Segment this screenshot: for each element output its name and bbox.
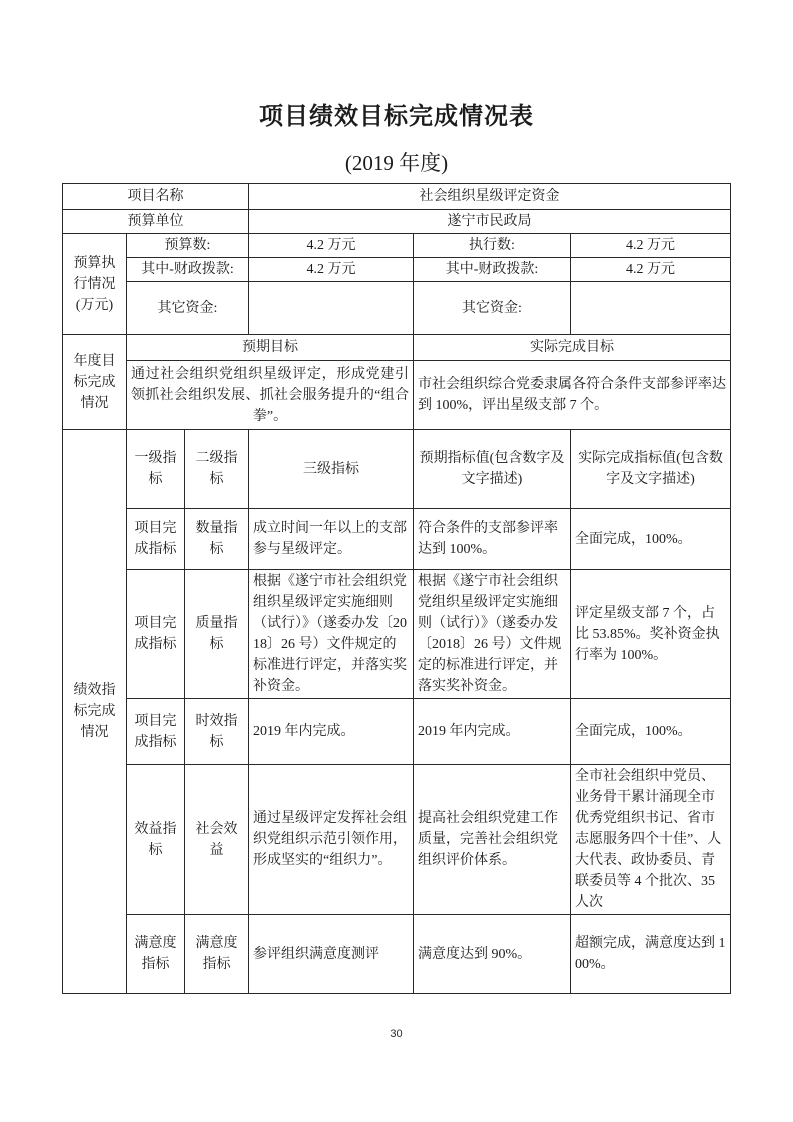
indicator-row-timeliness: [62, 699, 730, 765]
indicator-header-row: [62, 430, 730, 509]
project-name-value: 社会组织星级评定资金: [249, 184, 731, 210]
expected-value-cell: 满意度达到 90%。: [414, 915, 571, 994]
project-name-label: 项目名称: [62, 184, 248, 210]
level2-cell: 质量指标: [184, 570, 248, 699]
level3-cell: 通过星级评定发挥社会组织党组织示范引领作用，形成坚实的“组织力”。: [249, 765, 414, 915]
annual-goal-section-label: 年度目标完成情况: [62, 335, 126, 430]
actual-value-cell: 全市社会组织中党员、业务骨干累计涌现全市优秀党组织书记、省市志愿服务四个十佳”、人大代表、政协委员、青联委员等 4 个批次、35 人次: [571, 765, 731, 915]
indicator-row-benefit: [62, 765, 730, 915]
level1-cell: 效益指标: [126, 765, 184, 915]
level1-cell: 满意度指标: [126, 915, 184, 994]
fiscal-allocation-label-left: 其中-财政拨款:: [126, 258, 248, 282]
performance-table: [62, 183, 731, 994]
executed-amount-label: 执行数:: [414, 234, 571, 258]
budget-amount-label: 预算数:: [126, 234, 248, 258]
budget-unit-label: 预算单位: [62, 210, 248, 234]
level2-cell: 社会效益: [184, 765, 248, 915]
annual-goal-content-row: [62, 361, 730, 430]
header-actual-value: 实际完成指标值(包含数字及文字描述): [571, 430, 731, 509]
level2-cell: 数量指标: [184, 509, 248, 570]
header-expected-value: 预期指标值(包含数字及文字描述): [414, 430, 571, 509]
actual-value-cell: 评定星级支部 7 个，占比 53.85%。奖补资金执行率为 100%。: [571, 570, 731, 699]
other-funds-value-right: [571, 282, 731, 335]
actual-value-cell: 全面完成，100%。: [571, 699, 731, 765]
executed-amount-value: 4.2 万元: [571, 234, 731, 258]
expected-value-cell: 提高社会组织党建工作质量，完善社会组织党组织评价体系。: [414, 765, 571, 915]
header-level3: 三级指标: [249, 430, 414, 509]
document-title: 项目绩效目标完成情况表: [259, 104, 534, 130]
indicator-row-satisfaction: [62, 915, 730, 994]
actual-value-cell: 全面完成，100%。: [571, 509, 731, 570]
level1-cell: 项目完成指标: [126, 570, 184, 699]
budget-amount-value: 4.2 万元: [249, 234, 414, 258]
other-funds-label-left: 其它资金:: [126, 282, 248, 335]
level3-cell: 成立时间一年以上的支部参与星级评定。: [249, 509, 414, 570]
actual-goal-text: 市社会组织综合党委隶属各符合条件支部参评率达到 100%，评出星级支部 7 个。: [414, 361, 731, 430]
fiscal-allocation-value-left: 4.2 万元: [249, 258, 414, 282]
expected-goal-text: 通过社会组织党组织星级评定，形成党建引领抓社会组织发展、抓社会服务提升的“组合拳”。: [126, 361, 413, 430]
budget-row-3: [62, 282, 730, 335]
header-level1: 一级指标: [126, 430, 184, 509]
level1-cell: 项目完成指标: [126, 509, 184, 570]
level2-cell: 满意度指标: [184, 915, 248, 994]
level2-cell: 时效指标: [184, 699, 248, 765]
fiscal-allocation-value-right: 4.2 万元: [571, 258, 731, 282]
budget-row-1: [62, 234, 730, 258]
indicator-row-quantity: [62, 509, 730, 570]
annual-goal-header-row: [62, 335, 730, 361]
budget-row-2: [62, 258, 730, 282]
indicators-section-label: 绩效指标完成情况: [62, 430, 126, 994]
level3-cell: 参评组织满意度测评: [249, 915, 414, 994]
other-funds-value-left: [249, 282, 414, 335]
fiscal-allocation-label-right: 其中-财政拨款:: [414, 258, 571, 282]
budget-unit-value: 遂宁市民政局: [249, 210, 731, 234]
header-level2: 二级指标: [184, 430, 248, 509]
budget-section-label: 预算执行情况(万元): [62, 234, 126, 335]
budget-unit-row: [62, 210, 730, 234]
indicator-row-quality: [62, 570, 730, 699]
document-subtitle: (2019 年度): [344, 151, 449, 175]
level3-cell: 根据《遂宁市社会组织党组织星级评定实施细则（试行）》（遂委办发〔2018〕26 号）文件规定的标准进行评定，并落实奖补资金。: [249, 570, 414, 699]
project-name-row: [62, 184, 730, 210]
expected-value-cell: 2019 年内完成。: [414, 699, 571, 765]
page-number: 30: [390, 1028, 403, 1040]
expected-goal-header: 预期目标: [126, 335, 413, 361]
other-funds-label-right: 其它资金:: [414, 282, 571, 335]
expected-value-cell: 符合条件的支部参评率达到 100%。: [414, 509, 571, 570]
actual-value-cell: 超额完成，满意度达到 100%。: [571, 915, 731, 994]
actual-goal-header: 实际完成目标: [414, 335, 731, 361]
level3-cell: 2019 年内完成。: [249, 699, 414, 765]
level1-cell: 项目完成指标: [126, 699, 184, 765]
expected-value-cell: 根据《遂宁市社会组织党组织星级评定实施细则（试行）》（遂委办发〔2018〕26 号）文件规定的标准进行评定，并落实奖补资金。: [414, 570, 571, 699]
